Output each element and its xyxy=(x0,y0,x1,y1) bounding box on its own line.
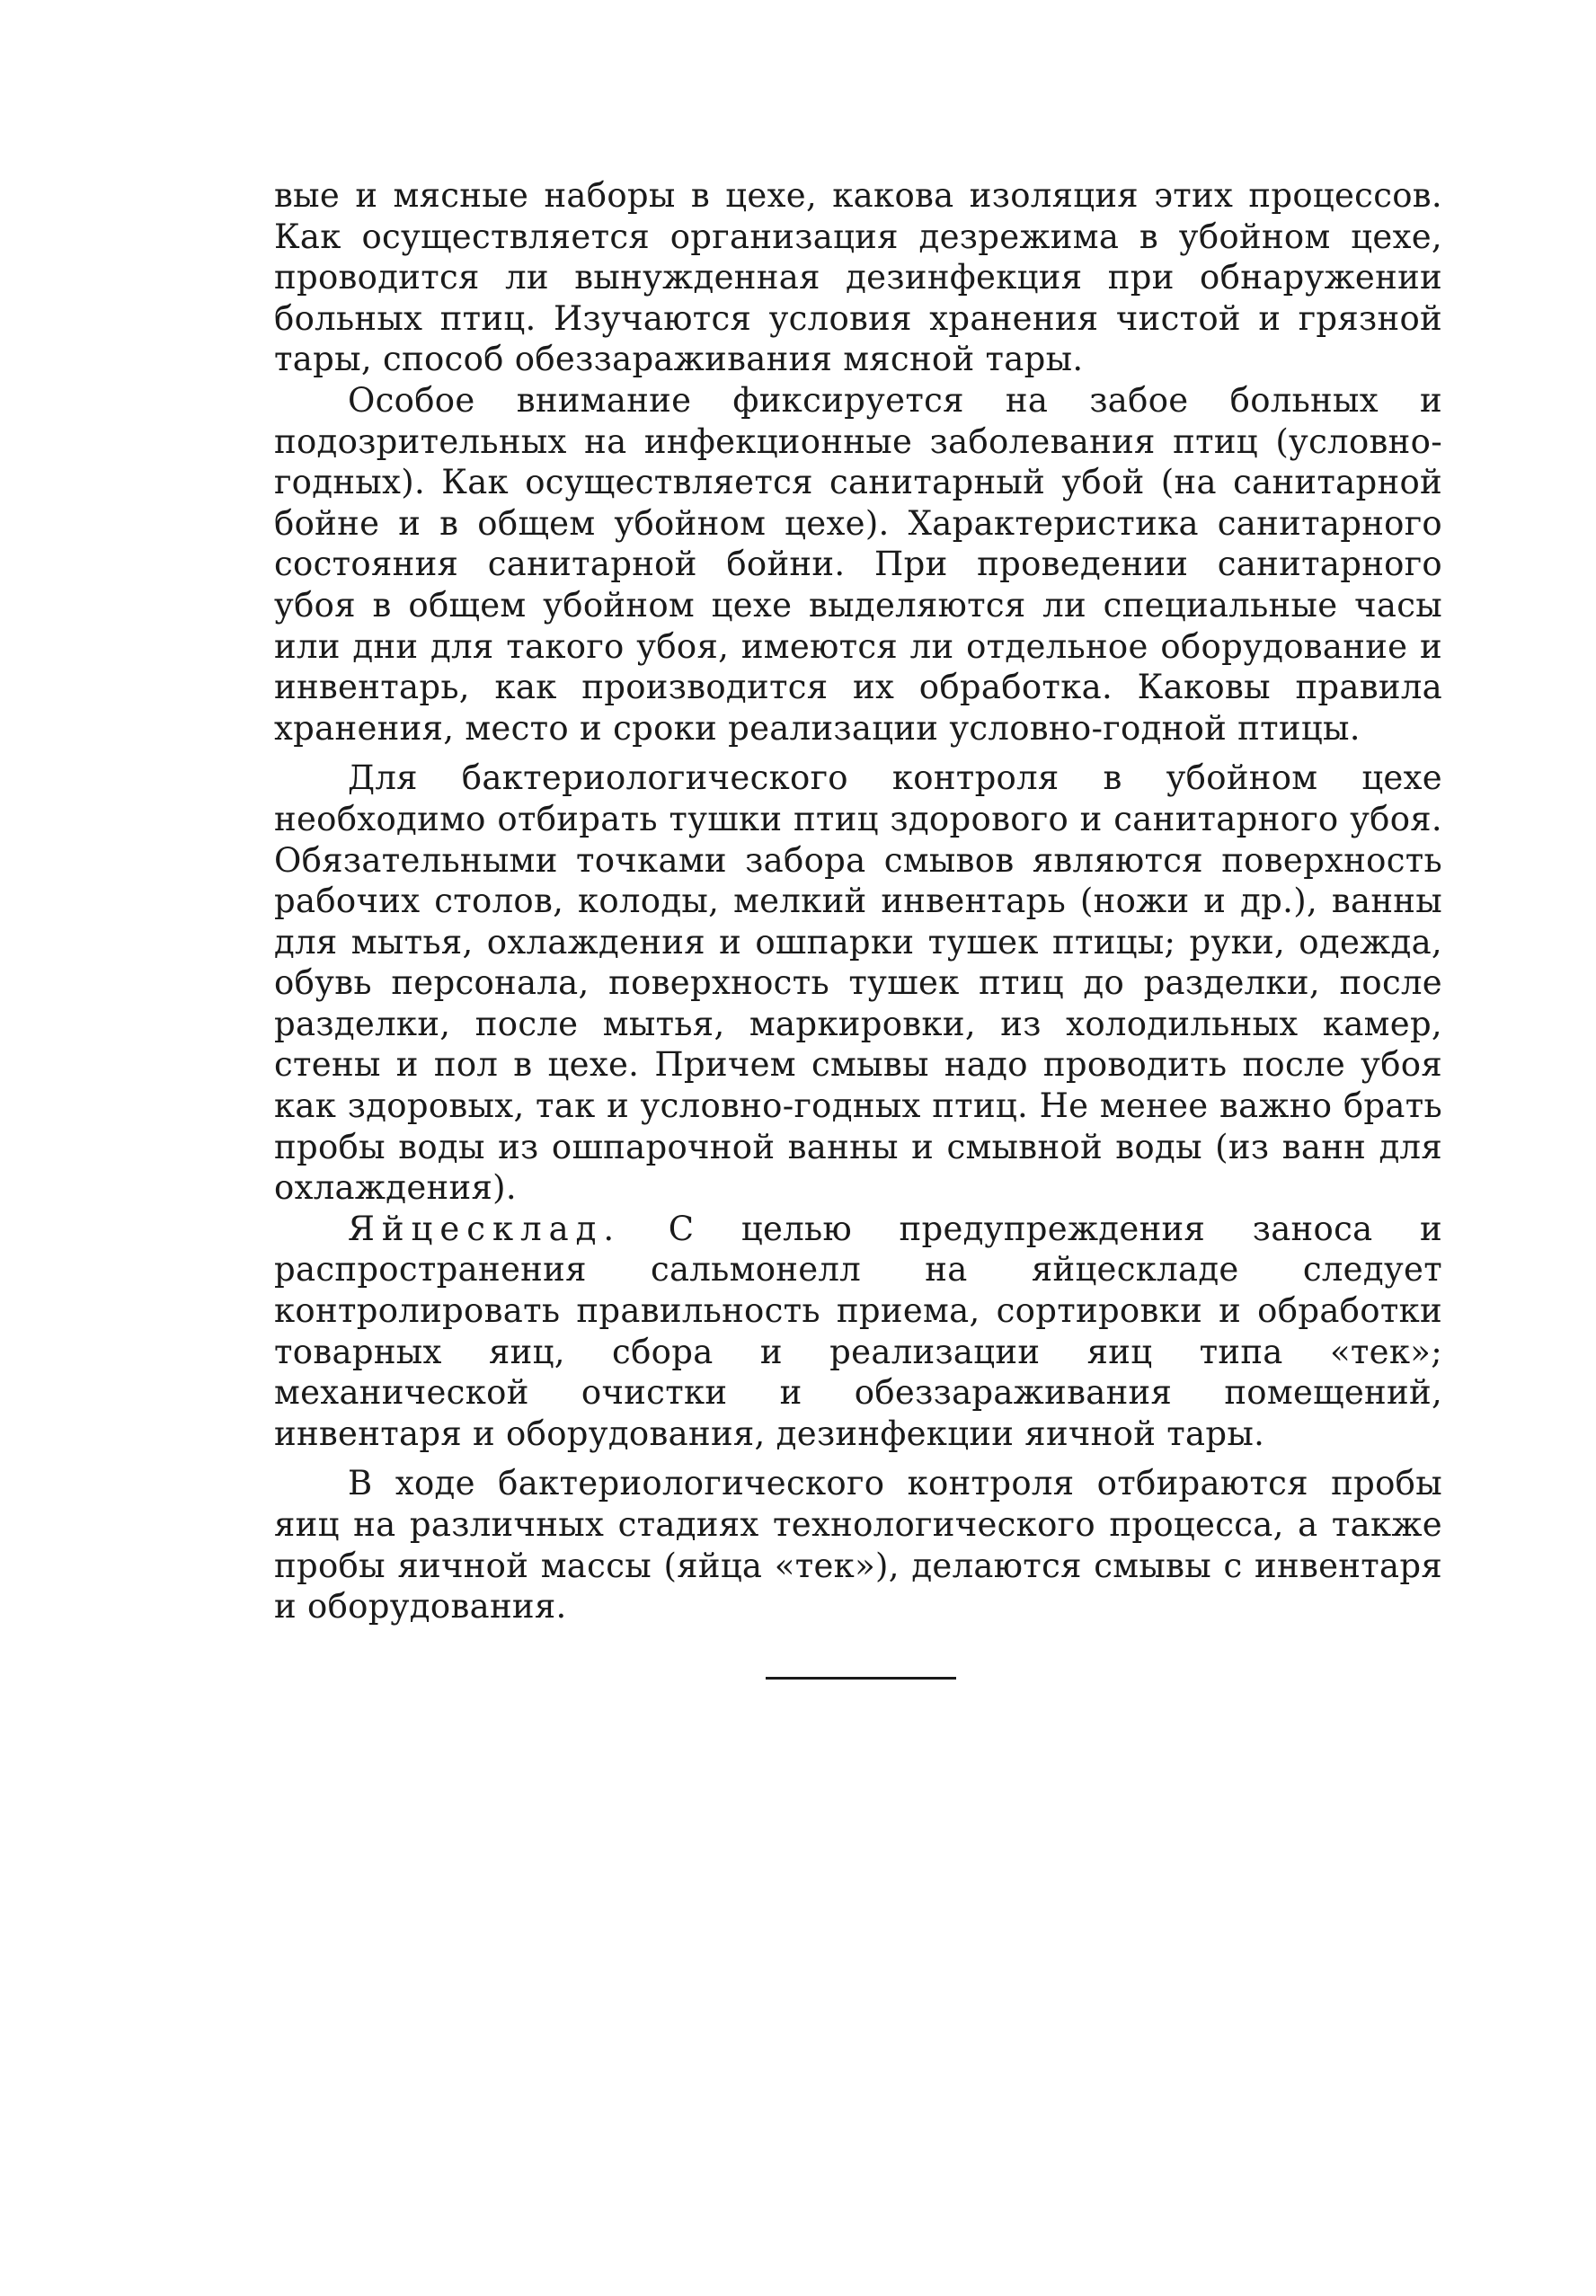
paragraph-1: вые и мясные наборы в цехе, какова изоляция этих процессов. Как осуществляется организация дезрежима в убойном цехе, проводится ли вынужденная дезинфекция при обнаружении больных птиц. Изучаются условия хранения чистой и грязной тары, способ обеззараживания мясной тары. xyxy=(274,176,1442,379)
paragraph-4 xyxy=(274,1209,1442,1455)
section-end-rule xyxy=(766,1677,956,1680)
paragraph-2: Особое внимание фиксируется на забое больных и подозрительных на инфекционные заболевания птиц (условно-годных). Как осуществляется санитарный убой (на санитарной бойне и в общем убойном цехе). Характеристика санитарного состояния санитарной бойни. При проведении санитарного убоя в общем убойном цехе выделяются ли специальные часы или дни для такого убоя, имеются ли отдельное оборудование и инвентарь, как производится их обработка. Каковы правила хранения, место и сроки реализации условно-годной птицы. xyxy=(274,380,1442,748)
paragraph-3: Для бактериологического контроля в убойном цехе необходимо отбирать тушки птиц здорового и санитарного убоя. Обязательными точками забора смывов являются поверхность рабочих столов, колоды, мелкий инвентарь (ножи и др.), ванны для мытья, охлаждения и ошпарки тушек птицы; руки, одежда, обувь персонала, поверхность тушек птиц до разделки, после разделки, после мытья, маркировки, из холодильных камер, стены и пол в цехе. Причем смывы надо проводить после убоя как здоровых, так и условно-годных птиц. Не менее важно брать пробы воды из ошпарочной ванны и смывной воды (из ванн для охлаждения). xyxy=(274,758,1442,1208)
page-body xyxy=(274,175,1442,1627)
paragraph-4-text: С целью предупреждения заноса и распространения сальмонелл на яйцескладе следует контролировать правильность приема, сортировки и обработки товарных яиц, сбора и реализации яиц типа «тек»; механической очистки и обеззараживания помещений, инвентаря и оборудования, дезинфекции яичной тары. xyxy=(274,1209,1442,1453)
paragraph-5: В ходе бактериологического контроля отбираются пробы яиц на различных стадиях технологического процесса, а также пробы яичной массы (яйца «тек»), делаются смывы с инвентаря и оборудования. xyxy=(274,1464,1442,1627)
section-heading-egg-warehouse: Яйцесклад. xyxy=(348,1209,622,1248)
